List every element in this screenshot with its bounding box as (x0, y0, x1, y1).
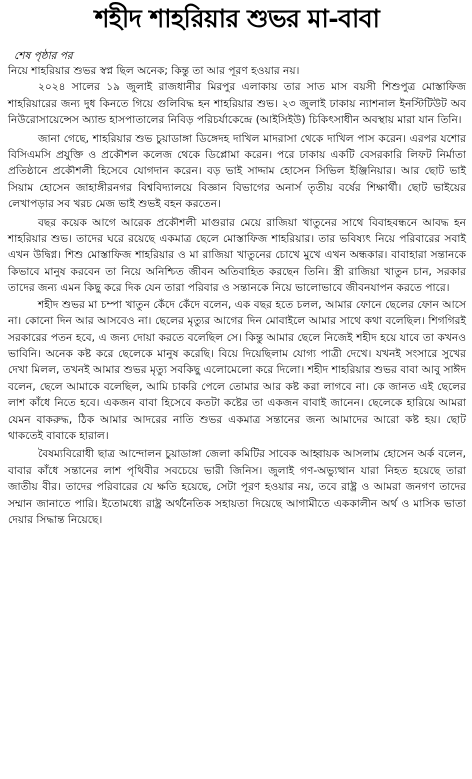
article-paragraph: বৈষম্যবিরোধী ছাত্র আন্দোলন চুয়াডাঙ্গা জেলা কমিটির সাবেক আহ্বায়ক আসলাম হোসেন অর্ক বলেন, বাবার কাঁধে সন্তানের লাশ পৃথিবীর সবচেয়ে ভারী জিনিস। জুলাই গণ-অভ্যুত্থান যারা নিহত হয়েছে তারা জাতীয় বীর। তাদের পরিবারের যে ক্ষতি হয়েছে, সেটা পূরণ হওয়ার নয়, তবে রাষ্ট্র ও আমরা জনগণ তাদের সম্মান জানাতে পারি। ইতোমধ্যে রাষ্ট্র অর্থনৈতিক সহায়তা দিয়েছে আগামীতে এককালীন অর্থ ও মাসিক ভাতা দেয়ার সিদ্ধান্ত নিয়েছে। (8, 448, 466, 526)
article-paragraph: জানা গেছে, শাহরিয়ার শুভ চুয়াডাঙ্গা ডিঙ্গেদহ দাখিল মাদরাসা থেকে দাখিল পাস করেন। এরপর যশোর বিসিএমসি প্রযুক্তি ও প্রকৌশল কলেজ থেকে ডিপ্লোমা করেন। পরে ঢাকায় একটি বেসরকারি লিফট নির্মাতা প্রতিষ্ঠানে প্রকৌশলী হিসেবে যোগদান করেন। বড় ভাই সাদ্দাম হোসেন সিভিল ইঞ্জিনিয়ার। আর ছোট ভাই সিয়াম হোসেন জাহাঙ্গীরনগর বিশ্ববিদ্যালয়ে বিজ্ঞান বিভাগের অনার্স তৃতীয় বর্ষের শিক্ষার্থী। ছোট ভাইয়ের লেখাপড়ার সব খরচ মেজ ভাই শুভই বহন করতেন। (8, 132, 466, 211)
article-body (8, 63, 466, 528)
news-clipping (0, 2, 472, 779)
article-paragraph: বছর কয়েক আগে আরেক প্রকৌশলী মাগুরার মেয়ে রাজিয়া খাতুনের সাথে বিবাহবন্ধনে আবদ্ধ হন শাহরিয়ার শুভ। তাদের ঘরে রয়েছে একমাত্র ছেলে মোস্তাফিজ শাহরিয়ার। তার ভবিষ্যৎ নিয়ে পরিবারের সবাই এখন উদ্বিগ্ন। শিশু মোস্তাফিজ শাহরিয়ার ও মা রাজিয়া খাতুনের চোখে মুখে এখন অন্ধকার। বাবাহারা সন্তানকে কিভাবে মানুষ করবেন তা নিয়ে অনিশ্চিত জীবন অতিবাহিত করছেন তিনি। স্ত্রী রাজিয়া খাতুন চান, সরকার তাদের জন্য এমন কিছু করে দিক যেন তারা পরিবার ও সন্তানকে নিয়ে ভালোভাবে জীবনযাপন করতে পারে। (8, 216, 466, 295)
article-paragraph: ২০২৪ সালের ১৯ জুলাই রাজধানীর মিরপুর এলাকায় তার সাত মাস বয়সী শিশুপুত্র মোস্তাফিজ শাহরিয়ারের জন্য দুধ কিনতে গিয়ে গুলিবিদ্ধ হন শাহরিয়ার শুভ। ২৩ জুলাই ঢাকায় ন্যাশনাল ইনস্টিটিউট অব নিউরোসায়েন্সেস অ্যান্ড হাসপাতালের নিবিড় পরিচর্যাকেন্দ্রে (আইসিইউ) চিকিৎসাধীন অবস্থায় মারা যান তিনি। (8, 81, 466, 127)
article-paragraph: নিয়ে শাহরিয়ার শুভর স্বপ্ন ছিল অনেক; কিন্তু তা আর পূরণ হওয়ার নয়। (8, 65, 300, 77)
article-headline: শহীদ শাহরিয়ার শুভর মা-বাবা (94, 4, 380, 33)
continued-from-label: শেষ পৃষ্ঠার পর (14, 50, 73, 62)
article-paragraph: শহীদ শুভর মা চম্পা খাতুন কেঁদে কেঁদে বলেন, এক বছর হতে চলল, আমার ফোনে ছেলের ফোন আসে না। কোনো দিন আর আসবেও না। ছেলের মৃত্যুর আগের দিন মোবাইলে আমার সাথে কথা বলেছিল। শিগগিরই সরকারের পতন হবে, এ জন্য দোয়া করতে বলেছিল সে। কিন্তু আমার ছেলে নিজেই শহীদ হয়ে যাবে তা কখনও ভাবিনি। অনেক কষ্ট করে ছেলেকে মানুষ করেছি। বিয়ে দিয়েছিলাম যোগ্য পাত্রী দেখে। যখনই সংসারে সুখের দেখা মিলল, তখনই আমার শুভর মৃত্যু সবকিছু এলোমেলো করে দিলো। শহীদ শাহরিয়ার শুভর বাবা আবু সাঈদ বলেন, ছেলে আমাকে বলেছিল, আমি চাকরি পেলে তোমার আর কষ্ট করা লাগবে না। কে জানত এই ছেলের লাশ কাঁধে নিতে হবে। একজন বাবা হিসেবে কতটা কষ্টের তা একজন বাবাই জানেন। ছেলেকে হারিয়ে আমরা যেমন বাকরুদ্ধ, ঠিক আমার আদরের নাতি শুভর একমাত্র সন্তানের জন্য আমাদের আরো কষ্ট হয়। ছোট থাকতেই বাবাকে হারাল। (8, 298, 466, 442)
